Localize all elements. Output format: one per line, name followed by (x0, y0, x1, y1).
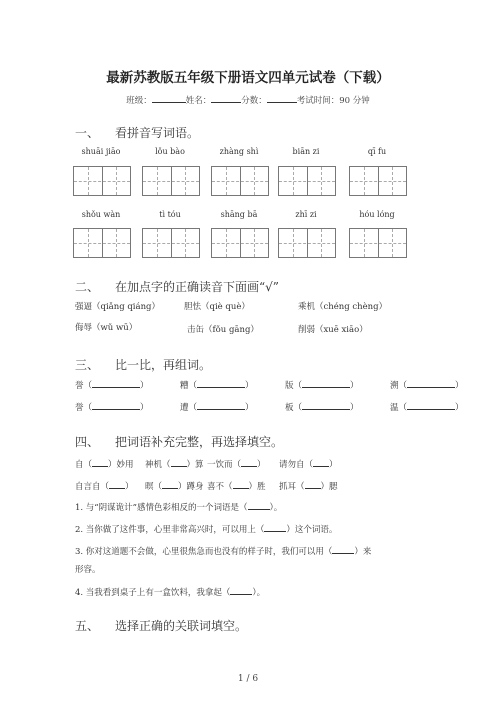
word-blank[interactable] (302, 378, 350, 388)
idiom-prefix: 暝（ (145, 482, 163, 492)
idiom-prefix: 喜不（ (207, 482, 233, 492)
writing-grid-box[interactable] (278, 228, 336, 258)
idiom-blank[interactable] (162, 479, 178, 489)
reading-word: 削弱 (298, 325, 316, 335)
reading-word: 侮辱 (75, 323, 93, 333)
score-blank[interactable] (267, 93, 297, 103)
question-1 (75, 500, 282, 513)
reading-item-6 (298, 323, 368, 335)
compare-item (180, 378, 285, 391)
pinyin-prompt: lǒu bào (155, 147, 185, 156)
reading-word: 胆怯 (184, 302, 202, 312)
idiom-prefix: 自言自（ (75, 482, 110, 492)
question-3 (75, 544, 371, 557)
compare-char: 溯 (390, 381, 399, 391)
writing-grid-box[interactable] (211, 166, 269, 196)
writing-grid-box[interactable] (211, 228, 269, 258)
section-1-number: 一、 (75, 126, 100, 140)
question-1-text: 1. 与“阴谋诡计”感情色彩相反的一个词语是（ (75, 503, 248, 513)
question-3-text: 3. 你对这道题不会做，心里很焦急而也没有的样子时，我们可以用（ (75, 547, 333, 557)
idiom-blank[interactable] (241, 457, 257, 467)
question-4-end: ）。 (252, 588, 266, 598)
question-2-blank[interactable] (264, 522, 286, 532)
paren-close: ） (455, 381, 464, 391)
paren-close: ） (350, 403, 359, 413)
idiom-blank[interactable] (171, 457, 187, 467)
compare-char: 板 (285, 403, 294, 413)
question-2 (75, 522, 337, 535)
idiom-suffix: ）胜 (248, 482, 266, 492)
exam-title: 最新苏教版五年级下册语文四单元试卷（下载） (106, 70, 390, 86)
compare-char: 糟 (180, 381, 189, 391)
idiom-blank[interactable] (233, 479, 249, 489)
section-2-heading (75, 278, 279, 295)
section-3-text: 比一比，再组词。 (115, 358, 212, 372)
compare-char: 版 (285, 381, 294, 391)
reading-pinyin-options[interactable]: （wǔ wū） (92, 323, 138, 333)
compare-item (75, 378, 180, 391)
idiom-suffix: ） (125, 482, 134, 492)
writing-grid-box[interactable] (142, 166, 200, 196)
question-3-continued: 形容。 (75, 565, 101, 575)
reading-pinyin-options[interactable]: （xuē xiāo） (315, 325, 368, 335)
idiom-item (279, 479, 359, 492)
class-blank[interactable] (152, 93, 186, 103)
idiom-blank[interactable] (92, 457, 108, 467)
reading-pinyin-options[interactable]: （fǒu gāng） (204, 325, 259, 335)
idiom-blank[interactable] (313, 457, 329, 467)
section-4-number: 四、 (75, 435, 100, 449)
idiom-item (279, 457, 359, 470)
compare-item (285, 400, 390, 413)
section-5-text: 选择正确的关联词填空。 (115, 619, 248, 633)
section-3-heading (75, 356, 211, 373)
paren-open: （ (398, 381, 408, 391)
idiom-prefix: 自（ (75, 460, 93, 470)
pinyin-prompt: zhàng shì (219, 147, 259, 156)
idiom-item (75, 479, 145, 492)
idiom-prefix: 一饮而（ (207, 460, 242, 470)
section-1-text: 看拼音写词语。 (115, 126, 200, 140)
word-blank[interactable] (407, 378, 455, 388)
paren-open: （ (293, 403, 303, 413)
paren-close: ） (455, 403, 464, 413)
question-4 (75, 585, 265, 598)
student-info-line (0, 93, 496, 106)
writing-grid-box[interactable] (73, 228, 131, 258)
idiom-item (207, 479, 279, 492)
pinyin-prompt: shāng bā (220, 210, 258, 219)
writing-grid-box[interactable] (142, 228, 200, 258)
reading-item-5 (187, 323, 259, 335)
paren-open: （ (188, 381, 198, 391)
reading-pinyin-options[interactable]: （qiè què） (201, 302, 250, 312)
question-2-end: ）这个词语。 (286, 525, 338, 535)
compare-row-2 (75, 400, 495, 413)
section-2-text: 在加点字的正确读音下面画“√” (115, 280, 279, 294)
paren-open: （ (83, 403, 93, 413)
word-blank[interactable] (197, 400, 245, 410)
question-3-end: ）来 (354, 547, 372, 557)
word-blank[interactable] (92, 400, 140, 410)
idiom-prefix: 神机（ (145, 460, 171, 470)
writing-grid-box[interactable] (349, 166, 407, 196)
question-3-blank[interactable] (332, 544, 354, 554)
word-blank[interactable] (197, 378, 245, 388)
pinyin-prompt: zhī zi (295, 210, 317, 219)
paren-open: （ (83, 381, 93, 391)
reading-pinyin-options[interactable]: （qiǎng qiáng） (92, 302, 161, 312)
section-2-number: 二、 (75, 280, 100, 294)
idiom-item (145, 457, 207, 470)
reading-item-2 (184, 300, 250, 312)
reading-item-4 (75, 321, 137, 333)
section-4-text: 把词语补充完整，再选择填空。 (115, 435, 284, 449)
section-5-heading (75, 617, 247, 634)
idiom-row-2 (75, 479, 415, 492)
reading-word: 击缶 (187, 325, 205, 335)
pinyin-prompt: tì tóu (159, 210, 181, 219)
paren-open: （ (188, 403, 198, 413)
compare-item (180, 400, 285, 413)
idiom-item (145, 479, 207, 492)
section-4-heading (75, 433, 283, 450)
question-4-text: 4. 当我看到桌子上有一盒饮料，我拿起（ (75, 588, 231, 598)
word-blank[interactable] (302, 400, 350, 410)
idiom-prefix: 抓耳（ (279, 482, 305, 492)
idiom-suffix: ）蹲身 (178, 482, 204, 492)
reading-word: 强逼 (75, 302, 93, 312)
reading-item-3 (298, 300, 387, 312)
reading-item-1 (75, 300, 160, 312)
idiom-suffix: ）妙用 (108, 460, 134, 470)
score-label: 分数： (241, 96, 267, 106)
question-1-end: ）。 (269, 503, 283, 513)
paren-open: （ (398, 403, 408, 413)
idiom-item (207, 457, 279, 470)
idiom-suffix: ）算 (186, 460, 204, 470)
class-label: 班级： (126, 96, 152, 106)
idiom-blank[interactable] (109, 479, 125, 489)
compare-item (390, 378, 495, 391)
paren-close: ） (140, 381, 149, 391)
writing-grid-box[interactable] (349, 228, 407, 258)
word-blank[interactable] (92, 378, 140, 388)
word-blank[interactable] (407, 400, 455, 410)
question-1-blank[interactable] (248, 500, 270, 510)
idiom-item (75, 457, 145, 470)
compare-item (75, 400, 180, 413)
question-4-blank[interactable] (230, 585, 252, 595)
paren-close: ） (245, 403, 254, 413)
writing-grid-box[interactable] (278, 166, 336, 196)
reading-pinyin-options[interactable]: （chéng chèng） (315, 302, 388, 312)
idiom-suffix: ）腮 (320, 482, 338, 492)
pinyin-prompt: shǒu wàn (81, 210, 121, 219)
compare-char: 遭 (180, 403, 189, 413)
question-2-text: 2. 当你做了这件事，心里非常高兴时，可以用上（ (75, 525, 265, 535)
name-label: 姓名： (185, 96, 212, 106)
idiom-suffix: ） (257, 460, 266, 470)
idiom-row-1 (75, 457, 415, 470)
reading-word: 乘机 (298, 302, 316, 312)
section-1-heading (75, 124, 199, 141)
idiom-prefix: 请勿自（ (279, 460, 314, 470)
name-blank[interactable] (211, 93, 241, 103)
compare-item (285, 378, 390, 391)
pinyin-prompt: hóu lóng (359, 210, 395, 219)
idiom-suffix: ） (329, 460, 338, 470)
idiom-blank[interactable] (305, 479, 321, 489)
section-3-number: 三、 (75, 358, 100, 372)
page-number: 1 / 6 (237, 674, 259, 684)
paren-close: ） (140, 403, 149, 413)
compare-row-1 (75, 378, 495, 391)
pinyin-prompt: qī fu (367, 147, 387, 156)
paren-close: ） (350, 381, 359, 391)
compare-char: 誉 (75, 403, 84, 413)
writing-grid-box[interactable] (73, 166, 131, 196)
compare-item (390, 400, 495, 413)
compare-char: 誉 (75, 381, 84, 391)
paren-open: （ (293, 381, 303, 391)
pinyin-prompt: shuāi jiāo (81, 147, 121, 156)
pinyin-prompt: biān zi (292, 147, 320, 156)
compare-char: 温 (390, 403, 399, 413)
paren-close: ） (245, 381, 254, 391)
section-5-number: 五、 (75, 619, 100, 633)
time-label: 考试时间：90 分钟 (296, 96, 370, 106)
